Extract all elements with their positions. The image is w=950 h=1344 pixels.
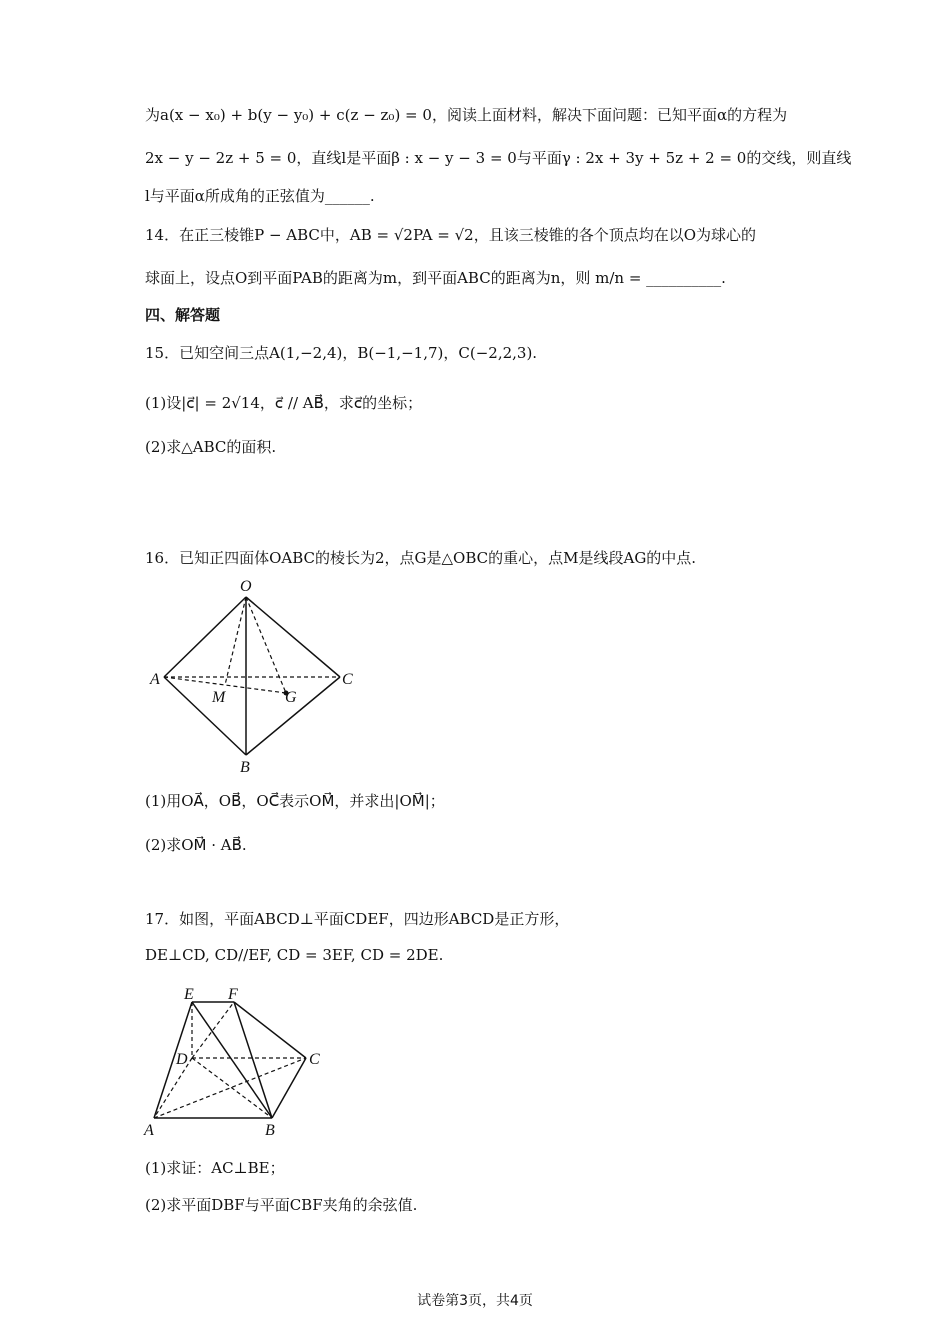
question-17-line-2: DE⊥CD, CD//EF, CD = 3EF, CD = 2DE. (145, 946, 444, 964)
question-17-line-1: 17．如图，平面ABCD⊥平面CDEF，四边形ABCD是正方形， (145, 910, 570, 928)
label-E: E (184, 986, 194, 1003)
question-14-line-2: 球面上，设点O到平面PAB的距离为m，到平面ABC的距离为n，则 m/n = __________. (145, 269, 726, 287)
question-15-part-2: (2)求△ABC的面积. (145, 438, 277, 456)
label-A: A (150, 671, 160, 688)
question-14-line-1: 14．在正三棱锥P − ABC中，AB = √2PA = √2，且该三棱锥的各个顶点均在以O为球心的 (145, 226, 757, 244)
text-line-2: 2x − y − 2z + 5 = 0，直线l是平面β : x − y − 3 = 0与平面γ : 2x + 3y + 5z + 2 = 0的交线，则直线 (145, 149, 852, 167)
label-F: F (228, 986, 238, 1003)
text-line-3: l与平面α所成角的正弦值为______. (145, 187, 375, 205)
label-C: C (309, 1051, 320, 1068)
label-A: A (144, 1122, 154, 1139)
text-line-1: 为a(x − x₀) + b(y − y₀) + c(z − z₀) = 0，阅读上面材料，解决下面问题：已知平面α的方程为 (145, 106, 788, 124)
solid-figure (138, 980, 338, 1140)
label-D: D (176, 1051, 188, 1068)
question-17-part-1: (1)求证：AC⊥BE； (145, 1159, 285, 1177)
question-15: 15．已知空间三点A(1,−2,4)，B(−1,−1,7)，C(−2,2,3). (145, 344, 538, 362)
question-16: 16．已知正四面体OABC的棱长为2，点G是△OBC的重心，点M是线段AG的中点. (145, 549, 697, 567)
label-B: B (265, 1122, 275, 1139)
section-heading: 四、解答题 (145, 306, 221, 324)
label-G: G (285, 689, 297, 706)
tetrahedron-figure (140, 575, 370, 775)
question-16-part-1: (1)用OA⃗，OB⃗，OC⃗表示OM⃗，并求出|OM⃗|； (145, 792, 445, 810)
question-15-part-1: (1)设|c⃗| = 2√14，c⃗ // AB⃗，求c⃗的坐标； (145, 394, 423, 412)
label-O: O (240, 578, 252, 595)
question-16-part-2: (2)求OM⃗ · AB⃗. (145, 836, 247, 854)
label-B: B (240, 759, 250, 775)
label-M: M (212, 689, 226, 706)
label-C: C (342, 671, 353, 688)
page-footer: 试卷第3页，共4页 (417, 1293, 533, 1309)
question-17-part-2: (2)求平面DBF与平面CBF夹角的余弦值. (145, 1196, 418, 1214)
